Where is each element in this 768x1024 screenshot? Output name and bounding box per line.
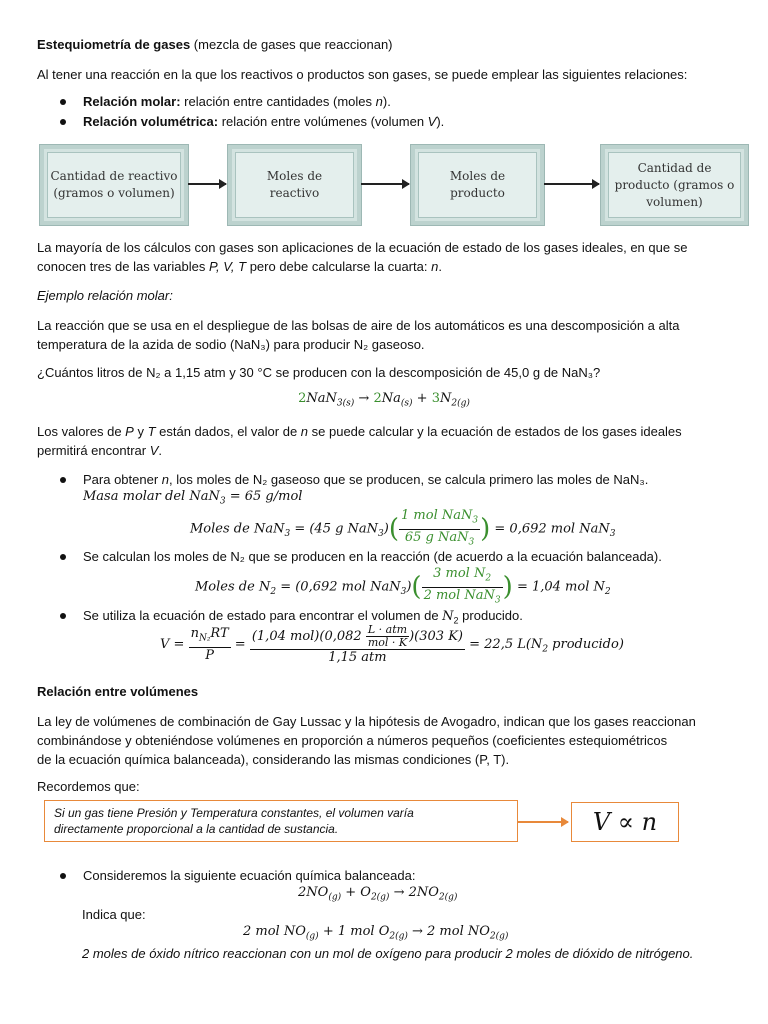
indicates-label: Indica que:	[82, 907, 146, 922]
heading-rest: (mezcla de gases que reaccionan)	[190, 37, 393, 52]
intro-paragraph: Al tener una reacción en la que los reactivos o productos son gases, se puede emplear las siguientes relaciones:	[37, 67, 688, 82]
flow-arrow	[544, 183, 599, 185]
volumes-title: Relación entre volúmenes	[37, 684, 199, 699]
bullet-dot	[60, 119, 66, 125]
flow-box-reactant-amount: Cantidad de reactivo (gramos o volumen)	[39, 144, 189, 226]
volume-equation: V = $\frac{n_{N_2}RT}{P}$ = (1,04 mol)(0,082 $\frac{\text{L · atm}}{\text{mol · K}}$ )(303 K) 1,15 atm = 22,5 $L(N_2$ producido)	[160, 623, 624, 665]
molar-mass: Masa molar del NaN$_3$ = 65 g/mol	[83, 489, 303, 507]
flow-box-product-amount: Cantidad de producto (gramos o volumen)	[600, 144, 749, 226]
flow-arrow	[188, 183, 226, 185]
flow-arrow	[361, 183, 409, 185]
note-box: Si un gas tiene Presión y Temperatura constantes, el volumen varía directamente proporcional a la cantidad de sustancia.	[44, 800, 518, 842]
gay-lussac-paragraph: La ley de volúmenes de combinación de Gay Lussac y la hipótesis de Avogadro, indican que los gases reaccionan combinándose y obteniéndose volúmenes en proporción a números pequeños (coeficientes estequiométricos de la ecuación química balanceada), considerando las mismas condiciones (P, T).	[37, 714, 696, 767]
reaction-moles: 2 mol $NO_{(g)} + 1$ mol $O_{2(g)} \to 2$ mol $NO_{2(g)}$	[243, 924, 509, 942]
ideal-gas-paragraph: La mayoría de los cálculos con gases son aplicaciones de la ecuación de estado de los gases ideales, en que se conocen tres de las variables P, V, T pero debe calcularse la cuarta: n.	[37, 240, 688, 274]
proportional-box: V ∝ n	[571, 802, 679, 842]
reaction-azide: $2NaN_{3(s)} \to 2Na_{(s)} + 3N_{2(g)}$	[298, 391, 470, 409]
example-title: Ejemplo relación molar:	[37, 288, 173, 303]
heading-bold: Estequiometría de gases	[37, 37, 191, 52]
bullet-dot	[60, 99, 66, 105]
relation-volumetric: Relación volumétrica: relación entre volúmenes (volumen V).	[83, 114, 445, 129]
question: ¿Cuántos litros de N₂ a 1,15 atm y 30 °C se producen con la descomposición de 45,0 g de NaN₃?	[37, 365, 601, 380]
flow-box-product-moles: Moles de producto	[410, 144, 545, 226]
values-paragraph: Los valores de P y T están dados, el valor de n se puede calcular y la ecuación de estados de los gases ideales permitirá encontrar V.	[37, 424, 682, 458]
conclusion: 2 moles de óxido nítrico reaccionan con un mol de oxígeno para producir 2 moles de dióxido de nitrógeno.	[82, 946, 694, 961]
step2-text: Se calculan los moles de N₂ que se producen en la reacción (de acuerdo a la ecuación balanceada).	[83, 549, 662, 564]
bullet-dot	[60, 477, 66, 483]
airbag-paragraph: La reacción que se usa en el despliegue de las bolsas de aire de los automáticos es una descomposición a alta temperatura de la azida de sodio (NaN₃) para producir N₂ gaseoso.	[37, 318, 680, 352]
bullet-dot	[60, 873, 66, 879]
moles-n2-equation: Moles de $N_2 = (0,692$ mol NaN$_3$)( $\frac{3 mol N_2}{2 mol NaN_3}$ ) = 1,04 mol $N_2$	[195, 566, 611, 606]
step1-text: Para obtener n, los moles de N₂ gaseoso que se producen, se calcula primero las moles de NaN₃.	[83, 472, 649, 487]
consider-text: Consideremos la siguiente ecuación química balanceada:	[83, 868, 416, 883]
reaction-no: $2NO_{(g)} + O_{2(g)} \to 2NO_{2(g)}$	[298, 885, 458, 903]
moles-nan3-equation: Moles de NaN$_3$ = (45 g NaN$_3$)( $\frac{1 mol NaN_3}{65 g NaN_3}$ ) = 0,692 mol NaN$_3$	[190, 508, 616, 548]
step3-text: Se utiliza la ecuación de estado para encontrar el volumen de $N_2$ producido.	[83, 608, 523, 626]
recall-label: Recordemos que:	[37, 779, 140, 794]
bullet-dot	[60, 613, 66, 619]
relation-molar: Relación molar: relación entre cantidades (moles n).	[83, 94, 391, 109]
note-arrow	[518, 821, 568, 823]
bullet-dot	[60, 554, 66, 560]
section-heading	[37, 35, 738, 54]
flow-box-reactant-moles: Moles de reactivo	[227, 144, 362, 226]
